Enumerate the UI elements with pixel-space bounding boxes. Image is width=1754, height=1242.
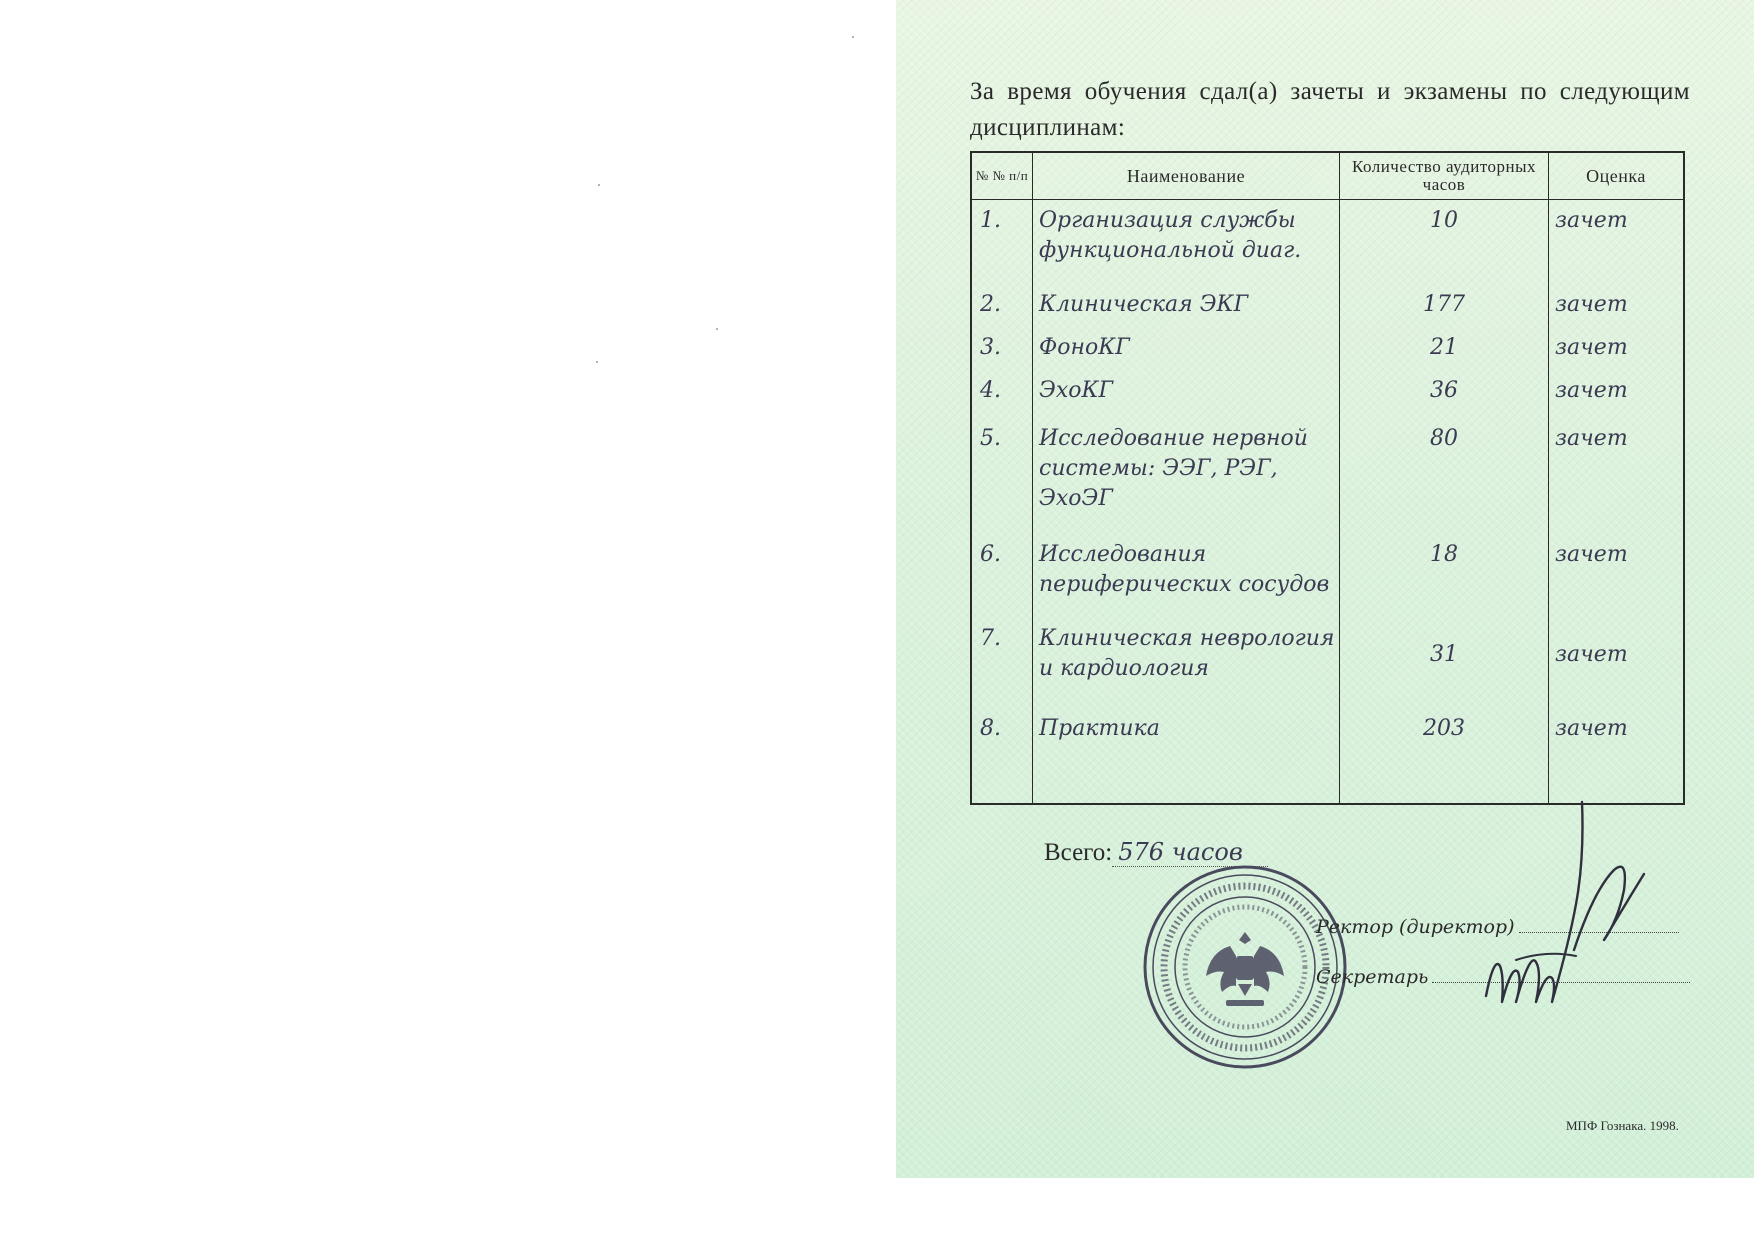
header-hours: Количество аудиторных часов bbox=[1340, 152, 1549, 200]
row-discipline: Организация службы функциональной диаг. bbox=[1033, 200, 1340, 290]
row-hours: 80 bbox=[1340, 424, 1549, 540]
printer-imprint: МПФ Гознака. 1998. bbox=[1566, 1118, 1679, 1133]
row-number: 8. bbox=[971, 714, 1033, 804]
row-hours: 10 bbox=[1340, 200, 1549, 290]
row-number: 5. bbox=[971, 424, 1033, 540]
row-discipline: Исследования периферических сосудов bbox=[1033, 540, 1340, 624]
row-grade: зачет bbox=[1549, 424, 1685, 540]
disciplines-table bbox=[970, 151, 1685, 805]
row-grade: зачет bbox=[1549, 200, 1685, 290]
row-discipline: Исследование нервной системы: ЭЭГ, РЭГ, ЭхоЭГ bbox=[1033, 424, 1340, 540]
scan-speck bbox=[596, 361, 598, 363]
table-row bbox=[971, 376, 1684, 424]
handwritten-signature bbox=[1476, 800, 1646, 1036]
total-label: Всего: bbox=[1044, 839, 1113, 866]
row-grade: зачет bbox=[1549, 624, 1685, 714]
table-row bbox=[971, 424, 1684, 540]
row-number: 6. bbox=[971, 540, 1033, 624]
row-grade: зачет bbox=[1549, 714, 1685, 804]
coat-of-arms-icon bbox=[1206, 932, 1284, 1006]
rector-label: Ректор (директор) bbox=[1316, 916, 1515, 938]
header-name: Наименование bbox=[1033, 152, 1340, 200]
document-heading: За время обучения сдал(а) зачеты и экзамены по следующим дисциплинам: bbox=[970, 78, 1690, 141]
scan-speck bbox=[598, 184, 600, 186]
secretary-label: Секретарь bbox=[1316, 966, 1429, 988]
table-row bbox=[971, 333, 1684, 376]
header-number: № № п/п bbox=[971, 152, 1033, 200]
row-hours: 203 bbox=[1340, 714, 1549, 804]
row-discipline: Практика bbox=[1033, 714, 1340, 804]
table-row bbox=[971, 540, 1684, 624]
row-number: 3. bbox=[971, 333, 1033, 376]
row-number: 7. bbox=[971, 624, 1033, 714]
total-value: 576 часов bbox=[1112, 838, 1268, 867]
row-grade: зачет bbox=[1549, 333, 1685, 376]
row-discipline: Клиническая неврология и кардиология bbox=[1033, 624, 1340, 714]
row-number: 4. bbox=[971, 376, 1033, 424]
row-grade: зачет bbox=[1549, 540, 1685, 624]
row-discipline: ФоноКГ bbox=[1033, 333, 1340, 376]
table-row bbox=[971, 290, 1684, 333]
row-number: 2. bbox=[971, 290, 1033, 333]
row-grade: зачет bbox=[1549, 376, 1685, 424]
header-grade: Оценка bbox=[1549, 152, 1685, 200]
table-row bbox=[971, 714, 1684, 804]
table-row bbox=[971, 200, 1684, 290]
table-row bbox=[971, 624, 1684, 714]
row-hours: 21 bbox=[1340, 333, 1549, 376]
diploma-supplement-sheet bbox=[896, 0, 1754, 1178]
row-hours: 31 bbox=[1340, 624, 1549, 714]
row-hours: 36 bbox=[1340, 376, 1549, 424]
row-grade: зачет bbox=[1549, 290, 1685, 333]
row-hours: 18 bbox=[1340, 540, 1549, 624]
table-header-row bbox=[971, 152, 1684, 200]
row-discipline: ЭхоКГ bbox=[1033, 376, 1340, 424]
scan-speck bbox=[716, 328, 718, 330]
row-number: 1. bbox=[971, 200, 1033, 290]
scan-speck bbox=[852, 36, 854, 38]
row-hours: 177 bbox=[1340, 290, 1549, 333]
row-discipline: Клиническая ЭКГ bbox=[1033, 290, 1340, 333]
